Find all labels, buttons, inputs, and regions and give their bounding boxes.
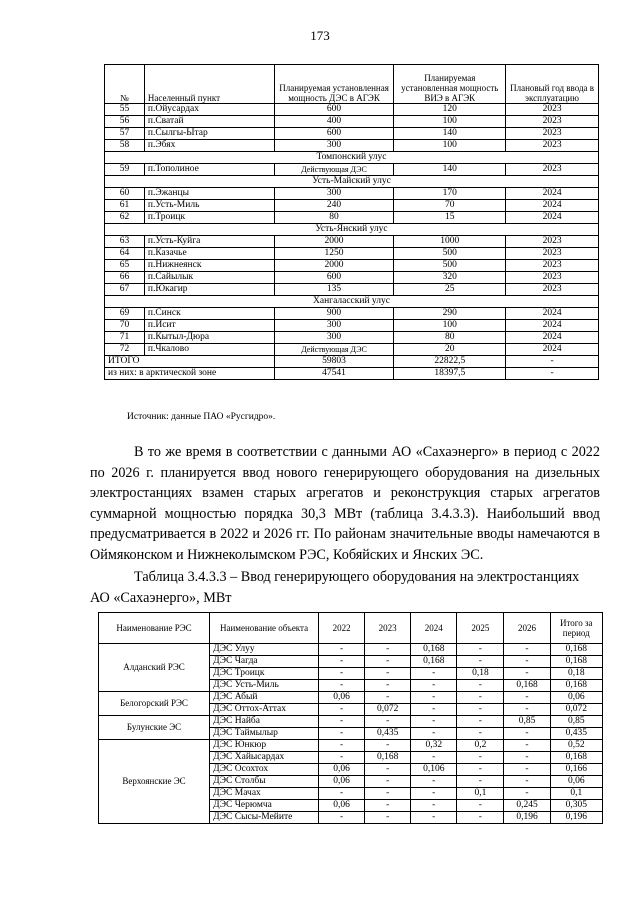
table-cell: ДЭС Черюмча <box>210 800 319 812</box>
column-header: Планируемая установленная мощность ВИЭ в АГЭК <box>394 65 506 104</box>
table-cell: - <box>411 668 457 680</box>
column-header: 2026 <box>504 613 550 644</box>
table-cell: ДЭС Абый <box>210 692 319 704</box>
table-row <box>105 272 599 284</box>
table-cell: 2024 <box>506 200 599 212</box>
table-cell: 0,1 <box>550 788 602 800</box>
table-cell: - <box>365 740 411 752</box>
table-cell: ДЭС Троицк <box>210 668 319 680</box>
table-cell: 2023 <box>506 260 599 272</box>
table-cell: 66 <box>105 272 145 284</box>
table-cell: 400 <box>274 116 394 128</box>
column-header: Планируемая установленная мощность ДЭС в АГЭК <box>274 65 394 104</box>
table-cell: 100 <box>394 320 506 332</box>
table-cell: - <box>411 680 457 692</box>
table-cell: 0,32 <box>411 740 457 752</box>
table-cell: - <box>365 680 411 692</box>
table-cell: 2023 <box>506 248 599 260</box>
table-cell: - <box>504 776 550 788</box>
table-cell: - <box>365 800 411 812</box>
table-cell: 0,305 <box>550 800 602 812</box>
table-cell: 135 <box>274 284 394 296</box>
column-header: Населенный пункт <box>144 65 274 104</box>
table-cell: - <box>411 716 457 728</box>
table-cell: ДЭС Юнкюр <box>210 740 319 752</box>
table-cell: 2023 <box>506 236 599 248</box>
column-header: Наименование объекта <box>210 613 319 644</box>
table-row <box>105 344 599 356</box>
table-cell: ДЭС Улуу <box>210 644 319 656</box>
table-cell: 2024 <box>506 320 599 332</box>
table-cell: 56 <box>105 116 145 128</box>
table-header-row <box>105 65 599 104</box>
table-cell: 0,196 <box>550 812 602 824</box>
arctic-row <box>105 368 599 380</box>
table-cell: 0,168 <box>550 680 602 692</box>
table-row <box>99 644 603 656</box>
table-row <box>105 104 599 116</box>
table-cell: - <box>506 356 599 368</box>
table-cell: 0,85 <box>550 716 602 728</box>
table-cell: ДЭС Сысы-Мейите <box>210 812 319 824</box>
table-cell: - <box>411 788 457 800</box>
section-title: Усть-Янский улус <box>105 224 599 236</box>
table-cell: - <box>457 800 504 812</box>
table-cell: ДЭС Найба <box>210 716 319 728</box>
table-cell: 0,06 <box>550 776 602 788</box>
column-header: 2023 <box>365 613 411 644</box>
table-cell: 72 <box>105 344 145 356</box>
row-label: из них: в арктической зоне <box>105 368 275 380</box>
table-cell: 2023 <box>506 164 599 176</box>
table-row <box>105 212 599 224</box>
table-cell: 0,168 <box>550 644 602 656</box>
table-cell: - <box>319 644 365 656</box>
table-cell: - <box>365 776 411 788</box>
table-cell: п.Эжанцы <box>144 188 274 200</box>
table-row <box>105 308 599 320</box>
table-cell: п.Ойусардах <box>144 104 274 116</box>
table-cell: 2024 <box>506 344 599 356</box>
section-row <box>105 224 599 236</box>
table-cell: 47541 <box>274 368 394 380</box>
table-cell: - <box>457 704 504 716</box>
table-cell: 0,106 <box>411 764 457 776</box>
table-cell: - <box>411 800 457 812</box>
table-cell: п.Синск <box>144 308 274 320</box>
table-cell: - <box>319 740 365 752</box>
table-source-note: Источник: данные ПАО «Русгидро». <box>127 412 276 422</box>
body-paragraph: В то же время в соответствии с данными АО «Сахаэнерго» в период с 2022 по 2026 г. планируется ввод нового генерирующего оборудования на дизельных электростанциях взамен старых агрегатов и реконструкция старых агрегатов суммарной мощностью порядка 30,3 МВт (таблица 3.4.3.3). Наибольший ввод предусматривается в 2022 и 2026 гг. По районам значительные вводы намечаются в Оймяконском и Нижнеколымском РЭС, Кобяйских и Янских ЭС. <box>90 444 600 563</box>
table-cell: ДЭС Усть-Миль <box>210 680 319 692</box>
table-row <box>105 200 599 212</box>
table-cell: 500 <box>394 260 506 272</box>
table-cell: 300 <box>274 140 394 152</box>
table-cell: 59 <box>105 164 145 176</box>
column-header: 2022 <box>319 613 365 644</box>
res-group-name: Белогорский РЭС <box>99 692 210 716</box>
table-cell: ДЭС Мачах <box>210 788 319 800</box>
table-cell: 2023 <box>506 128 599 140</box>
table-cell: 600 <box>274 128 394 140</box>
table-cell: ДЭС Оттох-Аттах <box>210 704 319 716</box>
table-cell: - <box>457 656 504 668</box>
table-cell: 0,166 <box>550 764 602 776</box>
table-cell: п.Юкагир <box>144 284 274 296</box>
table-cell: п.Тополиное <box>144 164 274 176</box>
table-cell: ДЭС Осохтох <box>210 764 319 776</box>
table-cell: 2023 <box>506 116 599 128</box>
table-cell: - <box>365 644 411 656</box>
table-cell: п.Кытыл-Дюра <box>144 332 274 344</box>
equipment-table <box>98 612 603 824</box>
table-cell: - <box>457 692 504 704</box>
table-cell: 0,072 <box>365 704 411 716</box>
table-row <box>105 164 599 176</box>
table-cell: - <box>504 656 550 668</box>
section-row <box>105 296 599 308</box>
table-cell: 65 <box>105 260 145 272</box>
table-cell: - <box>411 812 457 824</box>
table-row <box>105 236 599 248</box>
table-cell: 0,18 <box>550 668 602 680</box>
table-cell: Действующая ДЭС <box>274 164 394 176</box>
table-cell: - <box>504 704 550 716</box>
table-cell: 300 <box>274 188 394 200</box>
table-cell: 62 <box>105 212 145 224</box>
table-row <box>99 740 603 752</box>
total-row <box>105 356 599 368</box>
res-group-name: Алданский РЭС <box>99 644 210 692</box>
table-cell: 60 <box>105 188 145 200</box>
table-cell: - <box>504 668 550 680</box>
table-cell: 600 <box>274 272 394 284</box>
table-cell: 55 <box>105 104 145 116</box>
table-cell: 320 <box>394 272 506 284</box>
table-cell: Действующая ДЭС <box>274 344 394 356</box>
table-cell: 0,196 <box>504 812 550 824</box>
table-cell: 500 <box>394 248 506 260</box>
table-cell: 2023 <box>506 272 599 284</box>
table-cell: 15 <box>394 212 506 224</box>
table-cell: 0,18 <box>457 668 504 680</box>
table-cell: - <box>504 728 550 740</box>
table-cell: - <box>506 368 599 380</box>
table-cell: - <box>411 776 457 788</box>
table-row <box>99 692 603 704</box>
table-cell: 67 <box>105 284 145 296</box>
table-cell: 0,168 <box>550 752 602 764</box>
table-row <box>105 248 599 260</box>
page-number: 173 <box>310 28 330 43</box>
table-cell: - <box>457 728 504 740</box>
table-cell: - <box>365 656 411 668</box>
table-cell: п.Сватай <box>144 116 274 128</box>
table-cell: - <box>319 704 365 716</box>
section-title: Хангаласский улус <box>105 296 599 308</box>
column-header: 2025 <box>457 613 504 644</box>
table-cell: 2023 <box>506 284 599 296</box>
table-cell: - <box>319 728 365 740</box>
table-cell: 0,435 <box>365 728 411 740</box>
table-cell: п.Казачье <box>144 248 274 260</box>
table-cell: 20 <box>394 344 506 356</box>
table-cell: 25 <box>394 284 506 296</box>
table-cell: 80 <box>274 212 394 224</box>
table-cell: - <box>365 668 411 680</box>
section-title: Томпонский улус <box>105 152 599 164</box>
table-header-row <box>99 613 603 644</box>
table-cell: - <box>457 644 504 656</box>
table-cell: - <box>411 704 457 716</box>
res-group-name: Булунские ЭС <box>99 716 210 740</box>
table-cell: 170 <box>394 188 506 200</box>
section-row <box>105 152 599 164</box>
table-cell: - <box>504 740 550 752</box>
table-cell: ДЭС Хайысардах <box>210 752 319 764</box>
table-cell: - <box>319 716 365 728</box>
table-row <box>105 332 599 344</box>
table-cell: 0,168 <box>365 752 411 764</box>
table-cell: - <box>365 788 411 800</box>
table-row <box>105 188 599 200</box>
table-cell: - <box>457 776 504 788</box>
table-row <box>99 716 603 728</box>
column-header: 2024 <box>411 613 457 644</box>
table-cell: п.Нижнеянск <box>144 260 274 272</box>
table-cell: 2024 <box>506 212 599 224</box>
column-header: Плановый год ввода в эксплуатацию <box>506 65 599 104</box>
table-cell: - <box>319 788 365 800</box>
table-cell: 2000 <box>274 236 394 248</box>
table-cell: ДЭС Чагда <box>210 656 319 668</box>
table-cell: 300 <box>274 320 394 332</box>
table-cell: п.Исит <box>144 320 274 332</box>
table-cell: 900 <box>274 308 394 320</box>
table-cell: 18397,5 <box>394 368 506 380</box>
table-cell: п.Чкалово <box>144 344 274 356</box>
table-cell: 120 <box>394 104 506 116</box>
table-cell: ДЭС Столбы <box>210 776 319 788</box>
table-cell: 0,168 <box>504 680 550 692</box>
table-cell: 0,06 <box>319 764 365 776</box>
table-cell: п.Троицк <box>144 212 274 224</box>
table-cell: - <box>457 752 504 764</box>
table-cell: 240 <box>274 200 394 212</box>
table-cell: 0,2 <box>457 740 504 752</box>
table-cell: 22822,5 <box>394 356 506 368</box>
table-cell: 58 <box>105 140 145 152</box>
row-label: ИТОГО <box>105 356 275 368</box>
table-cell: - <box>504 752 550 764</box>
section-row <box>105 176 599 188</box>
table-cell: 0,06 <box>550 692 602 704</box>
table-cell: - <box>411 728 457 740</box>
table-cell: 80 <box>394 332 506 344</box>
table-cell: 0,06 <box>319 776 365 788</box>
table-cell: п.Усть-Миль <box>144 200 274 212</box>
table-cell: п.Усть-Куйга <box>144 236 274 248</box>
table-caption: Таблица 3.4.3.3 – Ввод генерирующего оборудования на электростанциях АО «Сахаэнерго», МВт <box>90 569 580 606</box>
table-cell: 1250 <box>274 248 394 260</box>
table-cell: 290 <box>394 308 506 320</box>
table-cell: - <box>365 692 411 704</box>
table-row <box>105 284 599 296</box>
table-cell: - <box>411 752 457 764</box>
table-cell: - <box>365 812 411 824</box>
table-cell: 0,85 <box>504 716 550 728</box>
table-cell: 140 <box>394 128 506 140</box>
table-cell: - <box>504 644 550 656</box>
table-cell: 140 <box>394 164 506 176</box>
table-cell: 600 <box>274 104 394 116</box>
table-cell: 70 <box>105 320 145 332</box>
table-cell: 2024 <box>506 188 599 200</box>
column-header: № <box>105 65 145 104</box>
table-cell: - <box>504 788 550 800</box>
table-cell: 57 <box>105 128 145 140</box>
table-cell: 0,168 <box>550 656 602 668</box>
table-row <box>105 116 599 128</box>
table-cell: - <box>319 668 365 680</box>
table-cell: 61 <box>105 200 145 212</box>
table-cell: - <box>365 716 411 728</box>
table-cell: п.Эбях <box>144 140 274 152</box>
table-cell: 64 <box>105 248 145 260</box>
table-row <box>105 140 599 152</box>
table-cell: - <box>319 680 365 692</box>
section-title: Усть-Майский улус <box>105 176 599 188</box>
table-cell: 0,168 <box>411 644 457 656</box>
table-cell: 59803 <box>274 356 394 368</box>
table-cell: - <box>319 656 365 668</box>
table-cell: 1000 <box>394 236 506 248</box>
table-cell: 2024 <box>506 332 599 344</box>
table-cell: - <box>504 692 550 704</box>
table-cell: 100 <box>394 140 506 152</box>
table-cell: 70 <box>394 200 506 212</box>
table-cell: - <box>457 716 504 728</box>
column-header: Наименование РЭС <box>99 613 210 644</box>
table-cell: 0,1 <box>457 788 504 800</box>
res-group-name: Верхоянские ЭС <box>99 740 210 824</box>
table-cell: - <box>319 812 365 824</box>
table-cell: 0,435 <box>550 728 602 740</box>
table-cell: 2024 <box>506 308 599 320</box>
table-cell: 0,06 <box>319 800 365 812</box>
table-cell: 0,072 <box>550 704 602 716</box>
table-cell: 2000 <box>274 260 394 272</box>
table-cell: 100 <box>394 116 506 128</box>
table-cell: 300 <box>274 332 394 344</box>
table-row <box>105 128 599 140</box>
table-cell: 0,245 <box>504 800 550 812</box>
table-cell: - <box>319 752 365 764</box>
table-row <box>105 260 599 272</box>
table-row <box>105 320 599 332</box>
table-cell: 0,52 <box>550 740 602 752</box>
table-cell: 69 <box>105 308 145 320</box>
table-cell: - <box>457 764 504 776</box>
table-cell: п.Сайылык <box>144 272 274 284</box>
table-cell: - <box>365 764 411 776</box>
table-cell: - <box>457 812 504 824</box>
table-cell: ДЭС Таймылыр <box>210 728 319 740</box>
table-cell: 63 <box>105 236 145 248</box>
table-cell: 71 <box>105 332 145 344</box>
table-cell: п.Сылгы-Ытар <box>144 128 274 140</box>
table-cell: - <box>411 692 457 704</box>
settlements-table <box>104 64 599 380</box>
table-cell: 2023 <box>506 104 599 116</box>
table-cell: 2023 <box>506 140 599 152</box>
table-cell: - <box>504 764 550 776</box>
column-header: Итого за период <box>550 613 602 644</box>
table-cell: - <box>457 680 504 692</box>
table-cell: 0,168 <box>411 656 457 668</box>
table-cell: 0,06 <box>319 692 365 704</box>
